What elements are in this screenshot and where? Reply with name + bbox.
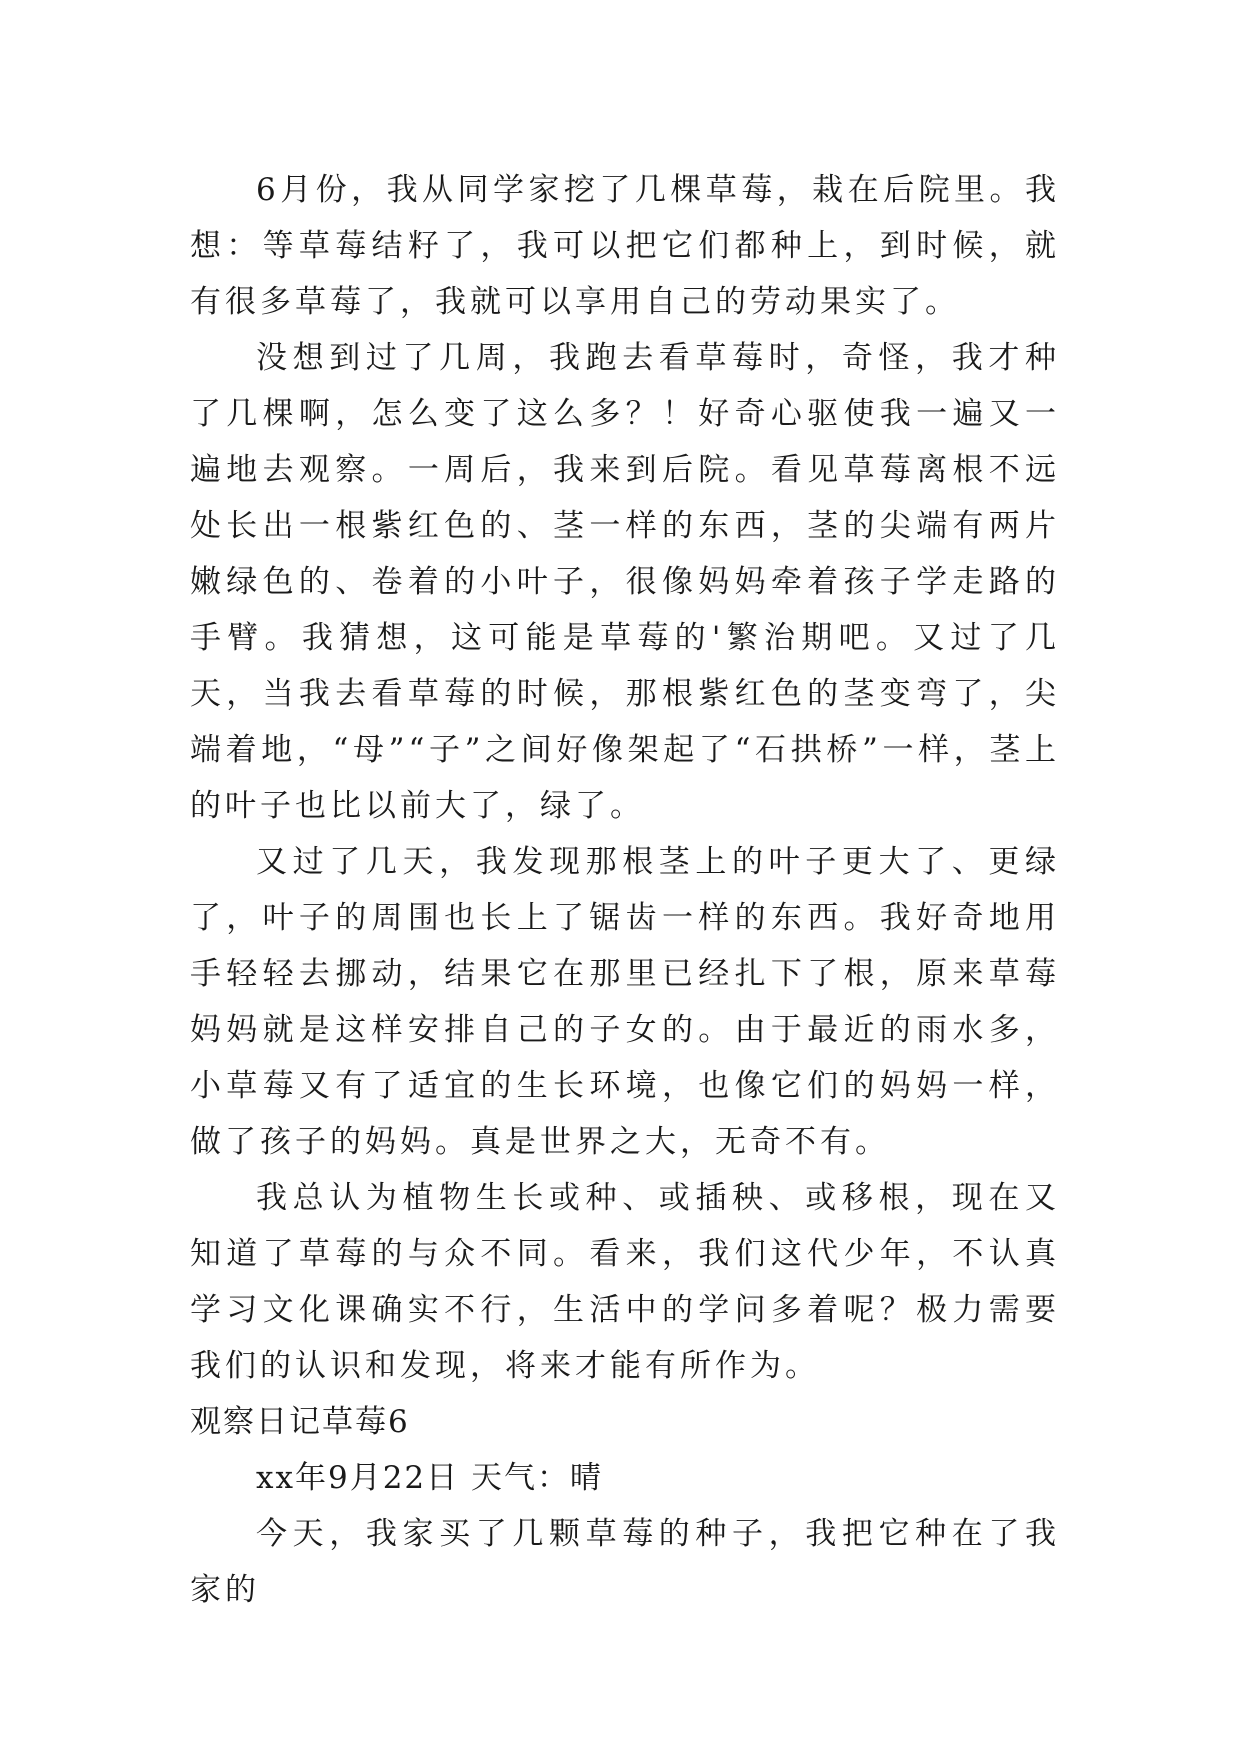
paragraph: 我总认为植物生长或种、或插秧、或移根，现在又知道了草莓的与众不同。看来，我们这代少年，不认真学习文化课确实不行，生活中的学问多着呢？极力需要我们的认识和发现，将来才能有所作为。 [190,1180,1060,1384]
document-body [190,162,1060,1618]
section-title: 观察日记草莓6 [190,1404,410,1440]
paragraph: 又过了几天，我发现那根茎上的叶子更大了、更绿了，叶子的周围也长上了锯齿一样的东西。我好奇地用手轻轻去挪动，结果它在那里已经扎下了根，原来草莓妈妈就是这样安排自己的子女的。由于最近的雨水多，小草莓又有了适宜的生长环境，也像它们的妈妈一样，做了孩子的妈妈。真是世界之大，无奇不有。 [190,844,1060,1160]
date-weather-line: xx年9月22日 天气：晴 [256,1460,603,1496]
paragraph: 没想到过了几周，我跑去看草莓时，奇怪，我才种了几棵啊，怎么变了这么多？！好奇心驱使我一遍又一遍地去观察。一周后，我来到后院。看见草莓离根不远处长出一根紫红色的、茎一样的东西，茎的尖端有两片嫩绿色的、卷着的小叶子，很像妈妈牵着孩子学走路的手臂。我猜想，这可能是草莓的'繁治期吧。又过了几天，当我去看草莓的时候，那根紫红色的茎变弯了，尖端着地，“母”“子”之间好像架起了“石拱桥”一样，茎上的叶子也比以前大了，绿了。 [190,340,1060,824]
paragraph: 今天，我家买了几颗草莓的种子，我把它种在了我家的 [190,1516,1060,1608]
paragraph: 6月份，我从同学家挖了几棵草莓，栽在后院里。我想：等草莓结籽了，我可以把它们都种上，到时候，就有很多草莓了，我就可以享用自己的劳动果实了。 [190,172,1060,320]
